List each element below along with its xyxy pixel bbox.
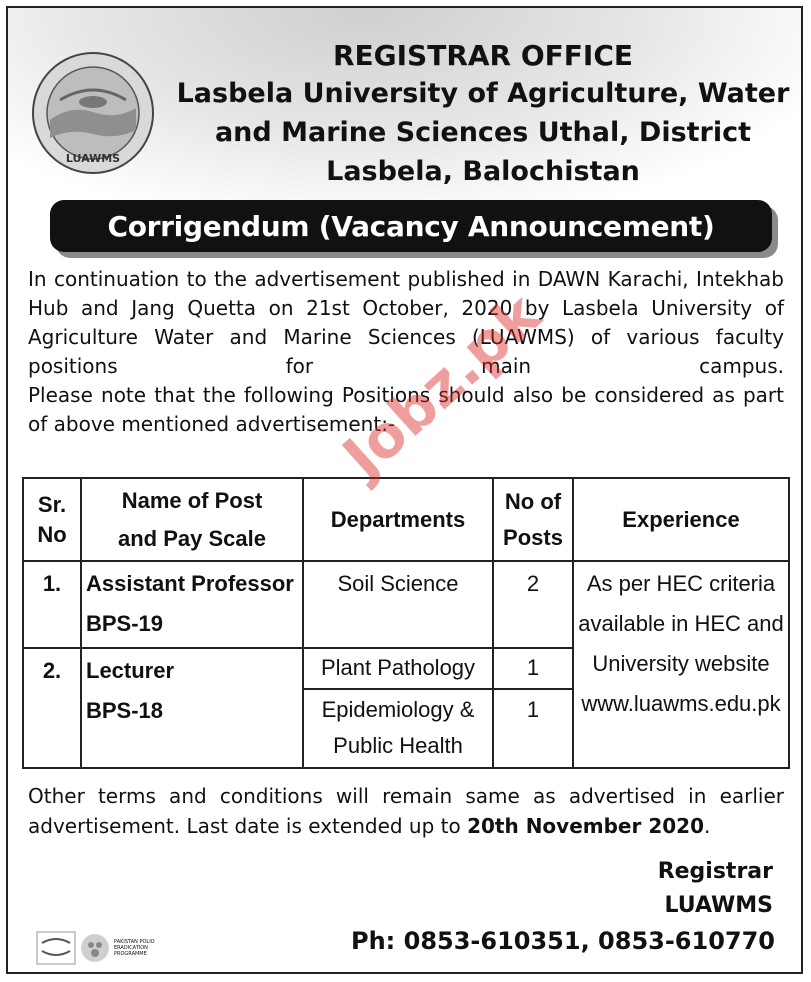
watermark: Jobz.pk [330,280,553,491]
signatory-title: Registrar [657,859,773,884]
header-no-of-posts: No of Posts [493,478,573,561]
university-logo [30,50,156,176]
polio-programme-logo [36,930,170,966]
polio-drop-icon [80,931,110,965]
terms-text: Other terms and conditions will remain same as advertised in earlier advertisement. Last date is extended up to 20th November 2020. [28,784,784,838]
polio-programme-text: PAKISTAN POLIO ERADICATION PROGRAMME [114,939,155,957]
experience-cell: As per HEC criteria available in HEC and University website www.luawms.edu.pk [573,561,789,768]
intro-text [28,265,784,439]
header-title [158,38,808,191]
office-title: REGISTRAR OFFICE [332,39,634,72]
terms-sentence: Other terms and conditions will remain same as advertised in earlier advertisement. Last date is extended up to [28,784,784,838]
row-posts: 1 [493,689,573,768]
phone-numbers: Ph: 0853-610351, 0853-610770 [350,927,775,955]
row-department: Plant Pathology [303,648,493,689]
polio-seal-icon [36,931,76,965]
header-departments: Departments [303,478,493,561]
vacancy-table [22,477,790,769]
intro-paragraph-1: In continuation to the advertisement published in DAWN Karachi, Intekhab Hub and Jang Quetta on 21st October, 2020 by Lasbela University of Agriculture Water and Marine Sciences (LUAWMS) of various faculty positions for main campus. [28,267,784,378]
row-post: Lecturer BPS-18 [81,648,303,768]
row-sr: 1. [23,561,81,648]
table-header-row [23,478,789,561]
row-sr: 2. [23,648,81,768]
deadline-date: 20th November 2020 [467,814,704,838]
row-department: Epidemiology & Public Health [303,689,493,768]
signature-block [658,855,773,923]
university-name-line-3: Lasbela, Balochistan [326,156,640,187]
university-name-line-2: and Marine Sciences Uthal, District [214,117,752,148]
header-experience: Experience [573,478,789,561]
signatory-org: LUAWMS [664,893,773,918]
row-department: Soil Science [303,561,493,648]
intro-paragraph-2: Please note that the following Positions should also be considered as part of above mentioned advertisement:- [28,383,784,436]
svg-text:LUAWMS: LUAWMS [65,152,121,165]
row-post: Assistant Professor BPS-19 [81,561,303,648]
row-posts: 1 [493,648,573,689]
header [8,8,801,204]
corrigendum-banner: Corrigendum (Vacancy Announcement) [50,200,772,252]
university-name-line-1: Lasbela University of Agriculture, Water [176,78,790,109]
row-posts: 2 [493,561,573,648]
header-post-name: Name of Post and Pay Scale [81,478,303,561]
header-sr-no: Sr. No [23,478,81,561]
table-row [23,561,789,648]
